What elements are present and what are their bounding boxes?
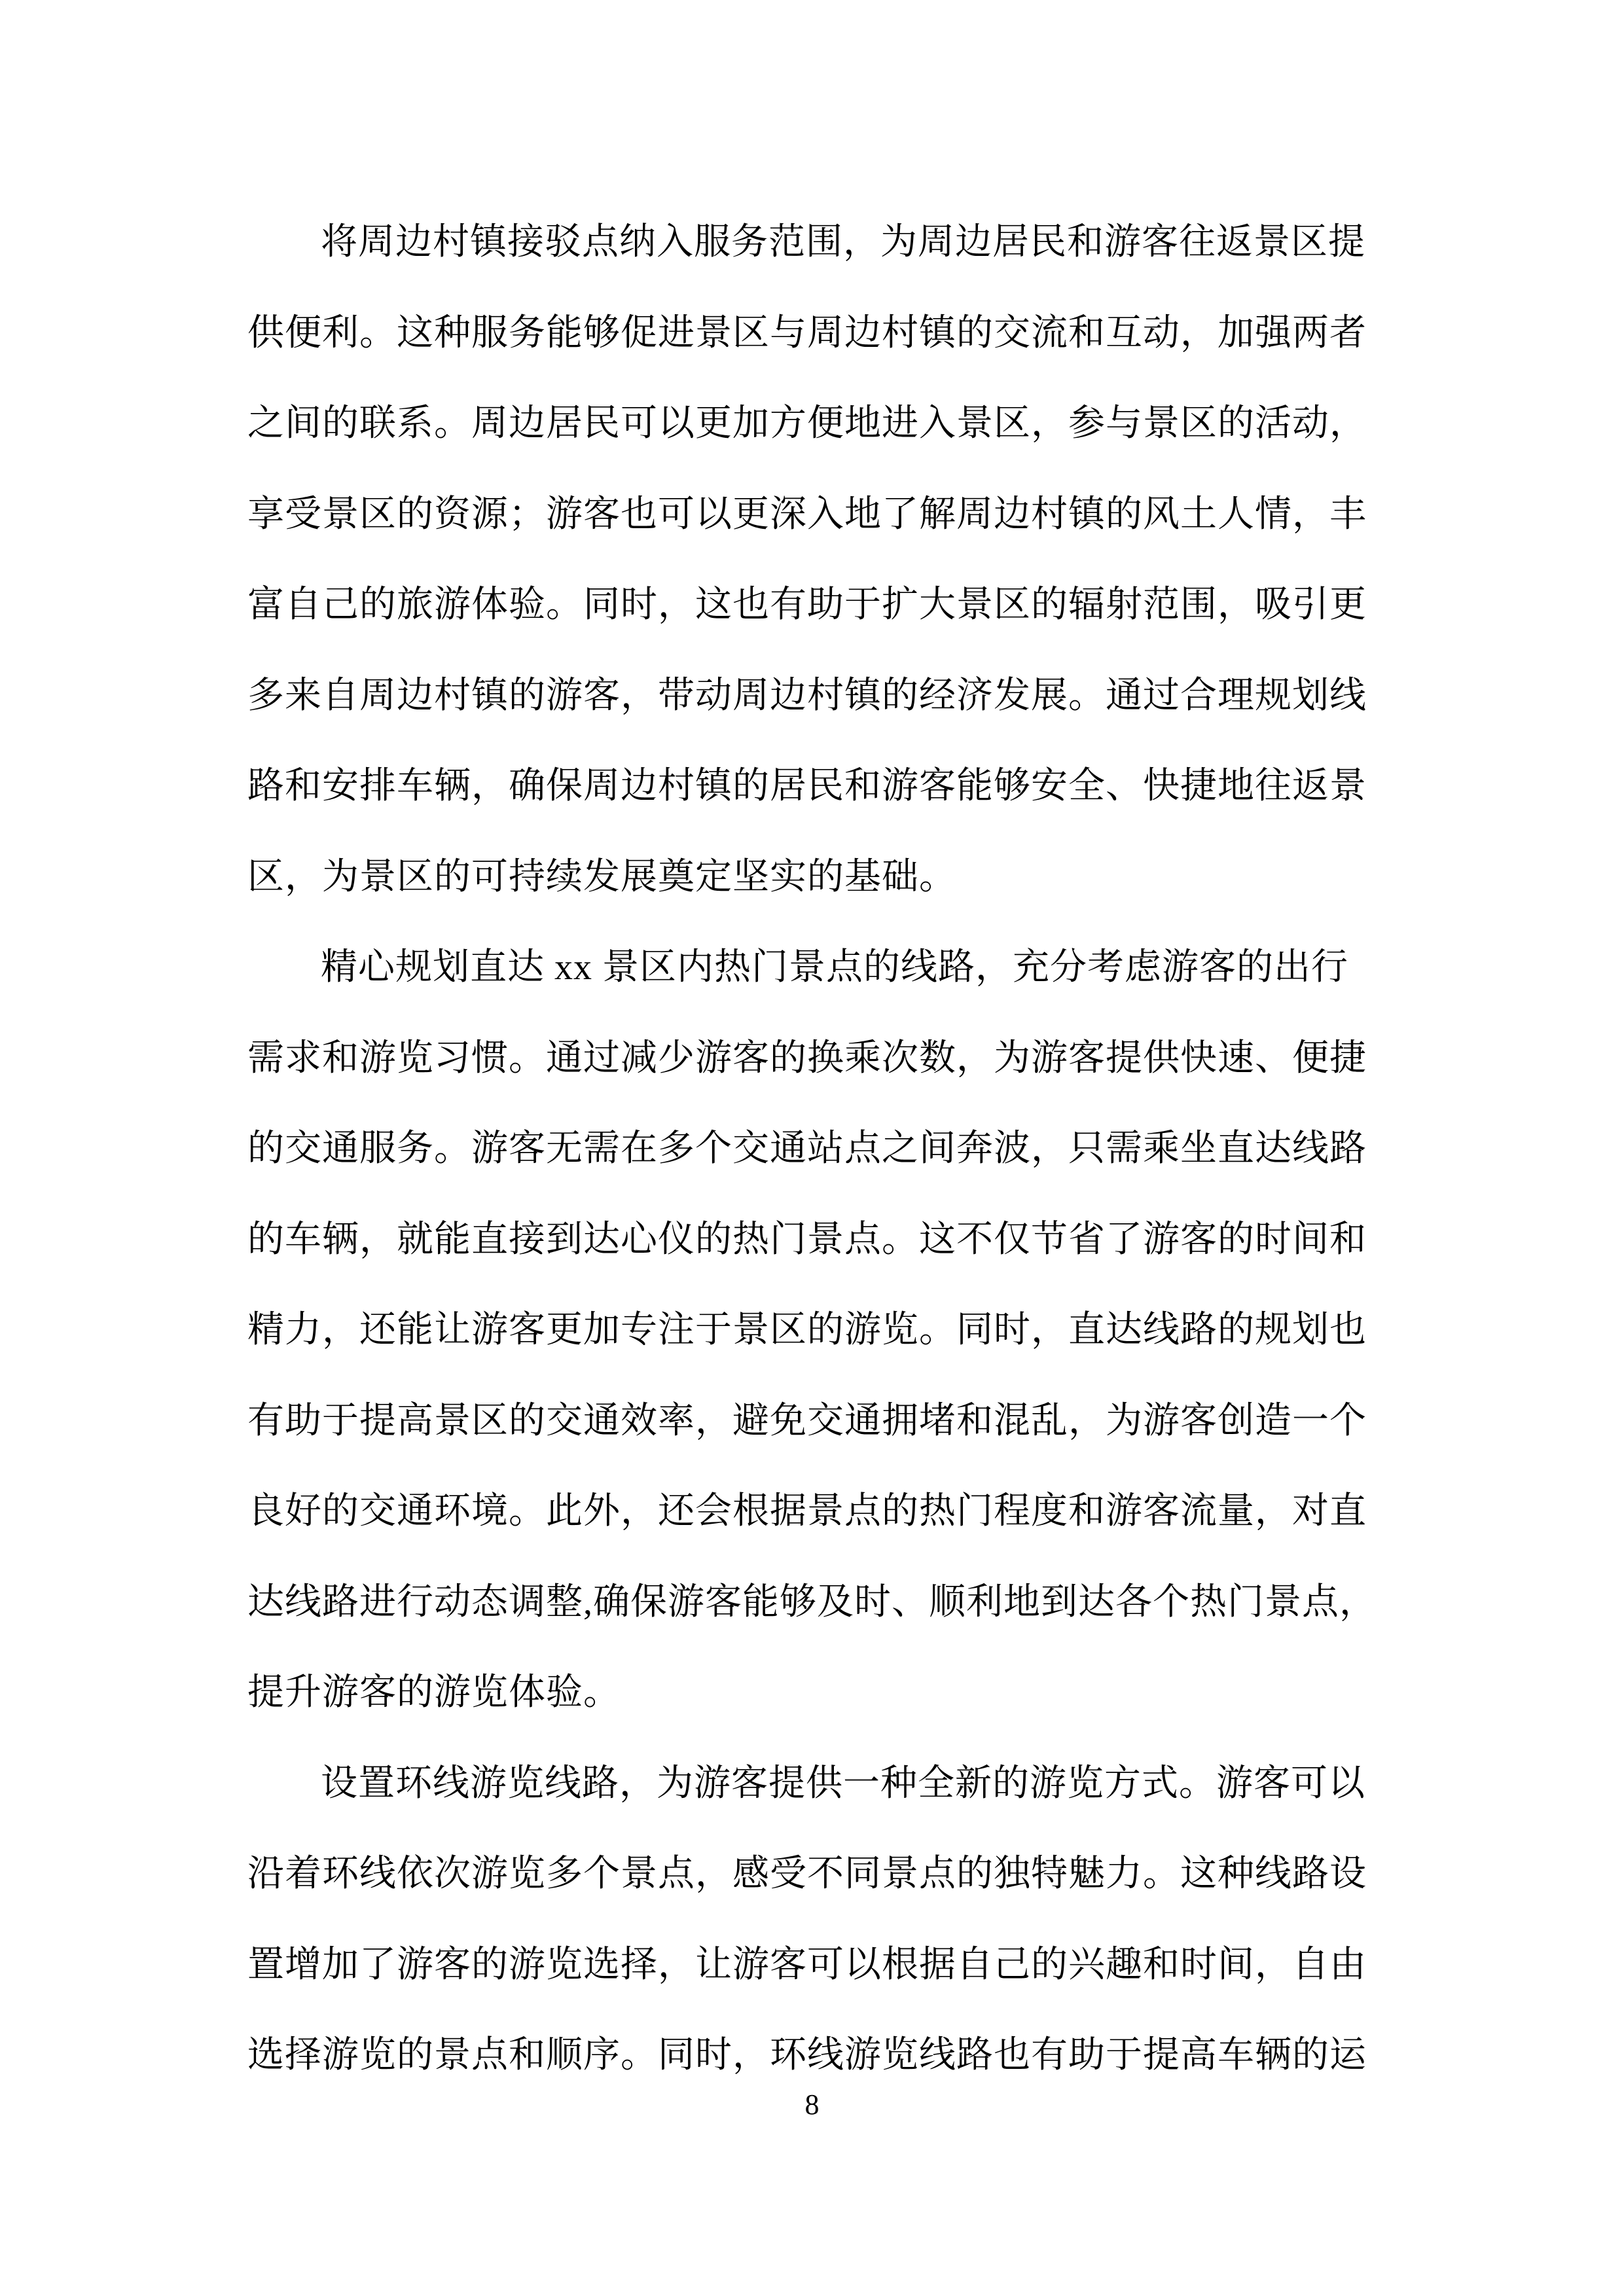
page-number: 8 bbox=[804, 2089, 820, 2121]
text-line: 享受景区的资源；游客也可以更深入地了解周边村镇的风土人情，丰 bbox=[247, 493, 1367, 535]
text-line: 精心规划直达 xx 景区内热门景点的线路，充分考虑游客的出行 bbox=[321, 947, 1348, 988]
text-line: 的车辆，就能直接到达心仪的热门景点。这不仅节省了游客的时间和 bbox=[247, 1219, 1367, 1260]
text-line: 将周边村镇接驳点纳入服务范围，为周边居民和游客往返景区提 bbox=[321, 222, 1365, 262]
text-line: 设置环线游览线路，为游客提供一种全新的游览方式。游客可以 bbox=[321, 1763, 1365, 1804]
text-line: 之间的联系。周边居民可以更加方便地进入景区，参与景区的活动， bbox=[247, 403, 1367, 444]
document-text bbox=[247, 197, 1377, 2101]
text-line: 供便利。这种服务能够促进景区与周边村镇的交流和互动，加强两者 bbox=[247, 312, 1367, 353]
text-line: 提升游客的游览体验。 bbox=[247, 1672, 621, 1713]
text-line: 有助于提高景区的交通效率，避免交通拥堵和混乱，为游客创造一个 bbox=[247, 1400, 1367, 1441]
text-line: 精力，还能让游客更加专注于景区的游览。同时，直达线路的规划也 bbox=[247, 1310, 1367, 1350]
text-line: 富自己的旅游体验。同时，这也有助于扩大景区的辐射范围，吸引更 bbox=[247, 584, 1367, 625]
paragraph-loop-routes bbox=[247, 1738, 1370, 2101]
text-line: 选择游览的景点和顺序。同时，环线游览线路也有助于提高车辆的运 bbox=[247, 2035, 1367, 2075]
text-line: 区，为景区的可持续发展奠定坚实的基础。 bbox=[247, 856, 956, 897]
text-line: 需求和游览习惯。通过减少游客的换乘次数，为游客提供快速、便捷 bbox=[247, 1037, 1367, 1079]
paragraph-shuttle-service bbox=[247, 197, 1370, 922]
text-line: 多来自周边村镇的游客，带动周边村镇的经济发展。通过合理规划线 bbox=[247, 675, 1367, 716]
paragraph-direct-routes bbox=[247, 922, 1377, 1738]
text-line: 达线路进行动态调整,确保游客能够及时、顺利地到达各个热门景点， bbox=[247, 1581, 1377, 1623]
text-line: 沿着环线依次游览多个景点，感受不同景点的独特魅力。这种线路设 bbox=[247, 1854, 1367, 1894]
text-line: 路和安排车辆，确保周边村镇的居民和游客能够安全、快捷地往返景 bbox=[247, 766, 1367, 806]
text-line: 良好的交通环境。此外，还会根据景点的热门程度和游客流量，对直 bbox=[247, 1491, 1367, 1532]
text-line: 置增加了游客的游览选择，让游客可以根据自己的兴趣和时间，自由 bbox=[247, 1944, 1367, 1985]
text-line: 的交通服务。游客无需在多个交通站点之间奔波，只需乘坐直达线路 bbox=[247, 1128, 1367, 1169]
